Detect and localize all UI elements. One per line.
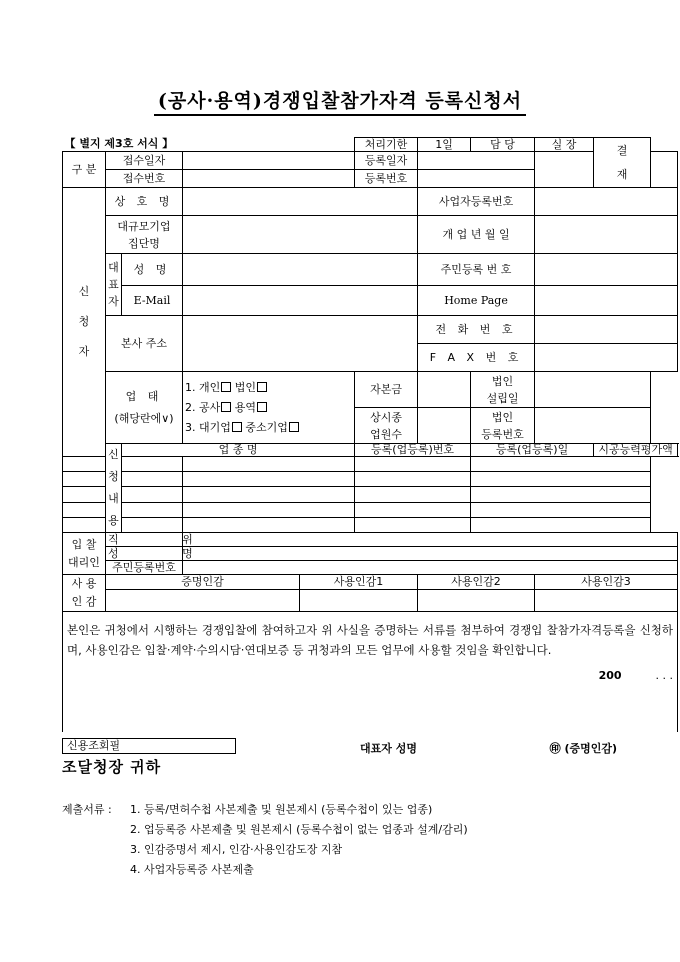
content-cell[interactable] <box>471 457 651 472</box>
content-cell[interactable] <box>183 502 355 517</box>
receipt-date-value[interactable] <box>183 152 355 170</box>
capital-value[interactable] <box>418 372 471 408</box>
date-dots: . . . <box>655 669 674 682</box>
corp-reg-label: 법인 등록번호 <box>471 408 535 444</box>
content-cell[interactable] <box>471 502 651 517</box>
seal-box-certified[interactable] <box>106 590 300 612</box>
hq-address-label: 본사 주소 <box>106 316 183 372</box>
phone-label: 전 화 번 호 <box>418 316 535 344</box>
sme-checkbox[interactable] <box>289 422 299 432</box>
resident-no-value[interactable] <box>535 254 678 286</box>
rep-name-label: 성 명 <box>122 254 183 286</box>
deadline-label: 처리기한 <box>355 138 418 152</box>
deadline-value: 1일 <box>418 138 471 152</box>
biz-type-options: 1. 개인 법인 2. 공사 용역 3. 대기업 중소기업 <box>183 372 355 444</box>
seal-box-usage2[interactable] <box>418 590 535 612</box>
open-date-label: 개 업 년 월 일 <box>418 216 535 254</box>
content-header-capacity: 시공능력평가액 <box>594 444 678 457</box>
content-cell[interactable] <box>183 457 355 472</box>
rep-name-value[interactable] <box>183 254 418 286</box>
seal-box-usage3[interactable] <box>535 590 678 612</box>
representative-label: 대 표 자 <box>106 254 122 316</box>
service-checkbox[interactable] <box>257 402 267 412</box>
receipt-no-value[interactable] <box>183 170 355 188</box>
corp-est-label: 법인 설립일 <box>471 372 535 408</box>
representative-sign-label: 대표자 성명 <box>360 742 417 755</box>
homepage-value[interactable] <box>535 286 678 316</box>
application-form-table <box>62 137 678 732</box>
credit-check-box[interactable]: 신용조회필 <box>62 738 236 754</box>
seal-box-usage1[interactable] <box>300 590 418 612</box>
content-header-reg-date: 등록(업등록)일 <box>471 444 594 457</box>
content-row <box>63 487 678 502</box>
date-year: 200 <box>598 669 622 682</box>
approval-staff: 담 당 <box>471 138 535 152</box>
large-group-value[interactable] <box>183 216 418 254</box>
content-cell[interactable] <box>355 517 471 532</box>
document-item: 4. 사업자등록증 사본제출 <box>130 863 254 876</box>
content-cell[interactable] <box>63 457 183 472</box>
submission-documents <box>62 800 468 880</box>
content-cell[interactable] <box>63 487 183 502</box>
receipt-no-label: 접수번호 <box>106 170 183 188</box>
biz-reg-no-value[interactable] <box>535 188 678 216</box>
proxy-name-label: 성 명 <box>106 547 183 561</box>
proxy-resident-value[interactable] <box>183 561 678 575</box>
corp-est-value[interactable] <box>535 372 651 408</box>
proxy-name-value[interactable] <box>183 547 678 561</box>
phone-value[interactable] <box>535 316 678 344</box>
content-cell[interactable] <box>355 502 471 517</box>
receipt-date-label: 접수일자 <box>106 152 183 170</box>
homepage-label: Home Page <box>418 286 535 316</box>
staff-sign-box[interactable] <box>535 152 594 188</box>
individual-checkbox[interactable] <box>221 382 231 392</box>
content-cell[interactable] <box>183 472 355 487</box>
open-date-value[interactable] <box>535 216 678 254</box>
chief-sign-box[interactable] <box>651 152 678 188</box>
email-label: E-Mail <box>122 286 183 316</box>
resident-no-label: 주민등록 번 호 <box>418 254 535 286</box>
form-title: (공사·용역)경쟁입찰참가자격 등록신청서 <box>0 86 680 113</box>
hq-address-value[interactable] <box>183 316 418 372</box>
content-row <box>63 472 678 487</box>
content-cell[interactable] <box>63 517 183 532</box>
corp-reg-value[interactable] <box>535 408 651 444</box>
reg-no-value[interactable] <box>418 170 535 188</box>
content-cell[interactable] <box>471 517 651 532</box>
addressee: 조달청장 귀하 <box>62 758 162 776</box>
category-label: 구 분 <box>63 152 106 188</box>
content-row <box>63 457 678 472</box>
seal-header-certified: 증명인감 <box>106 575 300 590</box>
reg-no-label: 등록번호 <box>355 170 418 188</box>
large-group-label: 대규모기업 집단명 <box>106 216 183 254</box>
documents-label: 제출서류 : <box>62 803 112 816</box>
content-label: 신 청 내 용 <box>106 444 122 533</box>
biz-type-label: 업 태 (해당란에∨) <box>106 372 183 444</box>
reg-date-value[interactable] <box>418 152 535 170</box>
content-cell[interactable] <box>471 487 651 502</box>
content-cell[interactable] <box>183 517 355 532</box>
seal-header-usage3: 사용인감3 <box>535 575 678 590</box>
corporation-checkbox[interactable] <box>257 382 267 392</box>
content-header-reg-no: 등록(업등록)번호 <box>355 444 471 457</box>
content-cell[interactable] <box>63 472 183 487</box>
email-value[interactable] <box>183 286 418 316</box>
biz-reg-no-label: 사업자등록번호 <box>418 188 535 216</box>
content-row <box>63 502 678 517</box>
applicant-label: 신 청 자 <box>63 188 106 457</box>
document-item: 3. 인감증명서 제시, 인감·사용인감도장 지참 <box>130 843 343 856</box>
content-header-industry: 업 종 명 <box>122 444 355 457</box>
content-cell[interactable] <box>355 487 471 502</box>
content-cell[interactable] <box>63 502 183 517</box>
application-date <box>67 666 673 686</box>
construction-checkbox[interactable] <box>221 402 231 412</box>
content-cell[interactable] <box>355 472 471 487</box>
large-company-checkbox[interactable] <box>232 422 242 432</box>
declaration-text: 본인은 귀청에서 시행하는 경쟁입찰에 참여하고자 위 사실을 증명하는 서류를 첨부하여 경쟁입 찰참가자격등록을 신청하며, 사용인감은 입찰·계약·수의시담·연대보증 등 귀청과의 모든 업무에 사용할 것임을 확인합니다. <box>67 623 674 657</box>
signature-row <box>62 738 617 754</box>
approval-chief: 실 장 <box>535 138 594 152</box>
proxy-label: 입 찰 대리인 <box>63 533 106 575</box>
company-name-label: 상 호 명 <box>106 188 183 216</box>
content-cell[interactable] <box>183 487 355 502</box>
seal-header-usage1: 사용인감1 <box>300 575 418 590</box>
reg-date-label: 등록일자 <box>355 152 418 170</box>
proxy-resident-label: 주민등록번호 <box>106 561 183 575</box>
document-item: 2. 업등록증 사본제출 및 원본제시 (등록수첩이 없는 업종과 설계/감리) <box>130 823 468 836</box>
declaration-cell <box>63 612 678 732</box>
approval-sign-label: 결 재 <box>594 138 651 188</box>
seal-header-usage2: 사용인감2 <box>418 575 535 590</box>
capital-label: 자본금 <box>355 372 418 408</box>
seal-label: 사 용 인 감 <box>63 575 106 612</box>
fax-value[interactable] <box>535 344 678 372</box>
content-cell[interactable] <box>355 457 471 472</box>
content-row <box>63 517 678 532</box>
document-item: 제출서류 : 1. 등록/면허수첩 사본제출 및 원본제시 (등록수첩이 있는 업종) <box>62 800 468 820</box>
proxy-position-label: 직 위 <box>106 533 183 547</box>
employees-value[interactable] <box>418 408 471 444</box>
seal-mark: ㊞ (증명인감) <box>549 742 617 755</box>
proxy-position-value[interactable] <box>183 533 678 547</box>
company-name-value[interactable] <box>183 188 418 216</box>
form-number: 【 별지 제3호 서식 】 <box>63 138 355 152</box>
content-cell[interactable] <box>471 472 651 487</box>
employees-label: 상시종 업원수 <box>355 408 418 444</box>
fax-label: F A X 번 호 <box>418 344 535 372</box>
